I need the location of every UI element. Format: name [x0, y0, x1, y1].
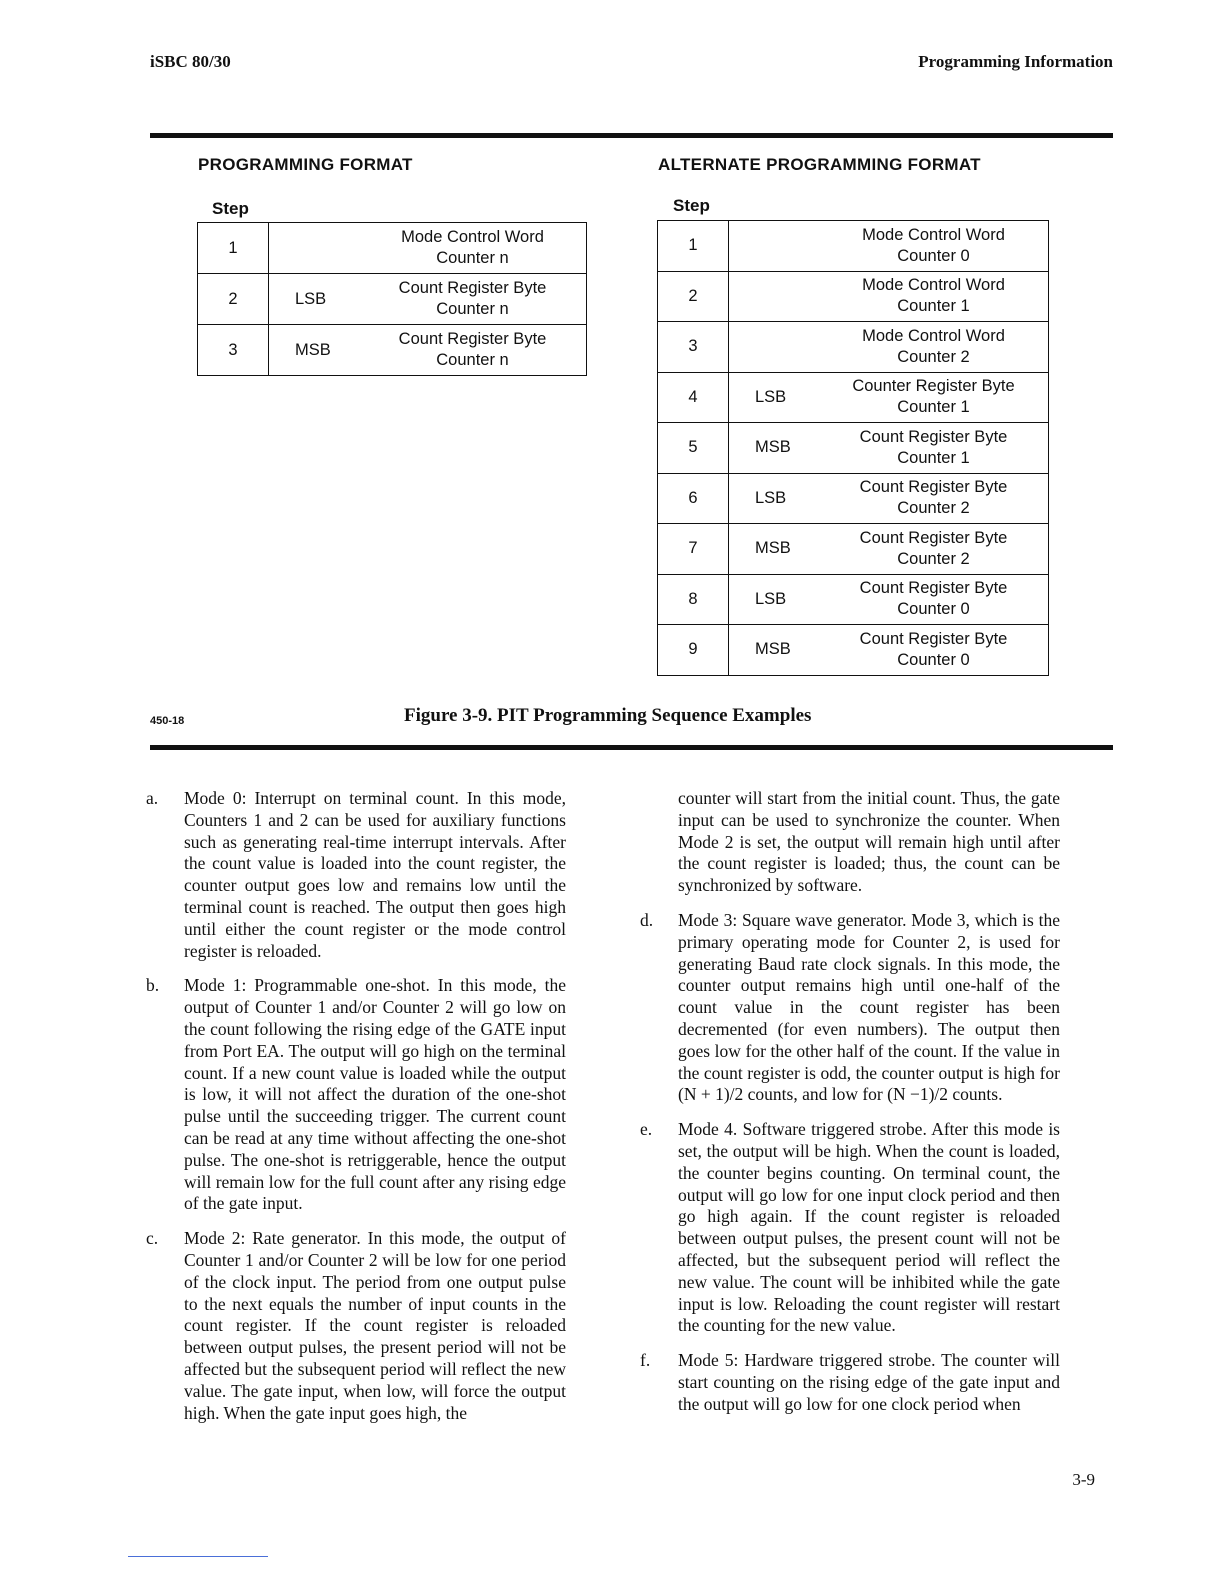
step-description	[819, 275, 1048, 317]
mode-item-c-continued: counter will start from the initial count. Thus, the gate input can be used to synchronize the counter. When Mode 2 is set, the output will remain high until after the count register is loaded; thus, the count can be synchronized by software.	[678, 788, 1060, 896]
step-number: 9	[658, 625, 729, 676]
step-number: 1	[658, 221, 729, 272]
description-line-2: Counter 0	[897, 650, 970, 669]
description-line-2: Counter 2	[897, 499, 970, 518]
item-marker: f.	[640, 1350, 651, 1371]
step-content	[729, 625, 1049, 676]
page-number: 3-9	[1072, 1470, 1095, 1489]
step-number: 4	[658, 372, 729, 423]
description-line-2: Counter n	[436, 300, 509, 318]
step-description	[819, 629, 1048, 671]
step-number: 3	[198, 325, 269, 376]
description-line-1: Count Register Byte	[859, 478, 1008, 497]
right-text-column	[640, 788, 1060, 1429]
format-row	[198, 223, 587, 274]
step-content	[729, 372, 1049, 423]
step-number: 2	[658, 271, 729, 322]
byte-label: MSB	[755, 438, 791, 457]
alternate-programming-format-heading: ALTERNATE PROGRAMMING FORMAT	[658, 155, 981, 174]
step-description	[819, 427, 1048, 469]
step-description	[819, 477, 1048, 519]
description-line-1: Mode Control Word	[862, 326, 1005, 345]
step-content	[269, 274, 587, 325]
top-rule	[150, 133, 1113, 138]
programming-format-table	[197, 222, 587, 376]
description-line-2: Counter 2	[897, 549, 970, 568]
item-text: Mode 0: Interrupt on terminal count. In this mode, Counters 1 and 2 can be used for auxiliary functions such as generating real-time interrupt intervals. After the count value is loaded into the count register, the counter output goes low and remains low until the terminal count is reached. The output then goes high until either the count register or the mode control register is reloaded.	[184, 788, 566, 961]
mode-item-f	[640, 1350, 1060, 1415]
item-text: Mode 4. Software triggered strobe. After this mode is set, the output will be high. When the count is loaded, the counter begins counting. On terminal count, the output will go low for one input clock period and then go high again. If the count register is reloaded between output pulses, the present count will not be affected, but the subsequent period will reflect the new value. The count will be inhibited while the gate input is low. Reloading the count register will restart the counting for the new value.	[678, 1119, 1060, 1336]
step-content	[269, 223, 587, 274]
mode-item-b	[146, 975, 566, 1215]
format-row	[658, 574, 1049, 625]
mode-item-a	[146, 788, 566, 962]
format-row	[658, 473, 1049, 524]
format-row	[658, 625, 1049, 676]
running-header-left: iSBC 80/30	[150, 52, 231, 71]
description-line-1: Counter Register Byte	[852, 377, 1015, 396]
figure-caption: Figure 3-9. PIT Programming Sequence Examples	[404, 705, 812, 726]
byte-label: LSB	[755, 387, 787, 406]
mode-item-d	[640, 910, 1060, 1106]
step-content	[729, 271, 1049, 322]
step-content	[269, 325, 587, 376]
step-number: 7	[658, 524, 729, 575]
item-text: Mode 5: Hardware triggered strobe. The counter will start counting on the rising edge of the gate input and the output will go low for one clock period when	[678, 1350, 1060, 1414]
mode-item-c	[146, 1228, 566, 1424]
item-marker: a.	[146, 788, 159, 808]
byte-label: LSB	[755, 589, 787, 608]
description-line-2: Counter 1	[897, 448, 970, 467]
format-row	[658, 271, 1049, 322]
description-line-2: Counter 1	[897, 297, 970, 316]
item-marker: d.	[640, 909, 654, 930]
description-line-2: Counter 2	[897, 347, 970, 366]
format-row	[198, 325, 587, 376]
step-description	[819, 578, 1048, 620]
step-content	[729, 322, 1049, 373]
step-content	[729, 423, 1049, 474]
description-line-1: Mode Control Word	[862, 276, 1005, 295]
left-text-column	[146, 788, 566, 1437]
description-line-1: Count Register Byte	[859, 629, 1008, 648]
step-content	[729, 221, 1049, 272]
programming-format-heading: PROGRAMMING FORMAT	[198, 155, 413, 174]
format-row	[658, 372, 1049, 423]
item-text: Mode 2: Rate generator. In this mode, the output of Counter 1 and/or Counter 2 will be low for one period of the clock input. The period from one output pulse to the next equals the number of input counts in the count register. If the count register is reloaded between output pulses, the present period will not be affected but the subsequent period will reflect the new value. The gate input, when low, will force the output high. When the gate input goes high, the	[184, 1228, 566, 1423]
step-description	[359, 329, 586, 371]
right-step-label: Step	[673, 196, 710, 215]
description-line-1: Count Register Byte	[859, 528, 1008, 547]
description-line-1: Count Register Byte	[398, 279, 547, 297]
format-row	[198, 274, 587, 325]
byte-label: MSB	[295, 340, 331, 359]
description-line-2: Counter 1	[897, 398, 970, 417]
step-description	[819, 225, 1048, 267]
alternate-programming-format-table	[657, 220, 1049, 676]
byte-label: LSB	[295, 289, 327, 308]
item-text: Mode 1: Programmable one-shot. In this mode, the output of Counter 1 and/or Counter 2 will go low on the count following the rising edge of the GATE input from Port EA. The output will go high on the terminal count. If a new count value is loaded while the output is low, it will not affect the duration of the one-shot pulse until the succeeding trigger. The current count can be read at any time without affecting the one-shot pulse. The one-shot is retriggerable, hence the output will remain low for the full count after any rising edge of the gate input.	[184, 975, 566, 1214]
step-content	[729, 524, 1049, 575]
format-row	[658, 221, 1049, 272]
byte-label: MSB	[755, 539, 791, 558]
left-step-label: Step	[212, 199, 249, 218]
description-line-2: Counter n	[436, 249, 509, 267]
step-number: 2	[198, 274, 269, 325]
description-line-2: Counter 0	[897, 600, 970, 619]
description-line-2: Counter n	[436, 351, 509, 369]
bottom-rule	[150, 745, 1113, 750]
format-row	[658, 322, 1049, 373]
step-number: 3	[658, 322, 729, 373]
running-header-right: Programming Information	[918, 52, 1113, 71]
description-line-1: Count Register Byte	[859, 427, 1008, 446]
item-marker: e.	[640, 1119, 653, 1140]
step-description	[359, 227, 586, 269]
step-number: 5	[658, 423, 729, 474]
description-line-1: Count Register Byte	[398, 330, 547, 348]
step-number: 8	[658, 574, 729, 625]
step-content	[729, 473, 1049, 524]
step-description	[359, 278, 586, 320]
description-line-1: Mode Control Word	[862, 225, 1005, 244]
step-content	[729, 574, 1049, 625]
item-marker: b.	[146, 975, 160, 996]
description-line-2: Counter 0	[897, 246, 970, 265]
byte-label: MSB	[755, 640, 791, 659]
step-description	[819, 376, 1048, 418]
description-line-1: Count Register Byte	[859, 579, 1008, 598]
step-description	[819, 326, 1048, 368]
step-number: 6	[658, 473, 729, 524]
byte-label: LSB	[755, 488, 787, 507]
footer-line	[128, 1556, 268, 1557]
format-row	[658, 423, 1049, 474]
item-marker: c.	[146, 1228, 159, 1249]
description-line-1: Mode Control Word	[401, 228, 544, 246]
format-row	[658, 524, 1049, 575]
step-description	[819, 528, 1048, 570]
item-text: Mode 3: Square wave generator. Mode 3, which is the primary operating mode for Counter 2, is used for generating Baud rate clock signals. In this mode, the counter output remains high until one-half of the count value in the count register has been decremented (for even numbers). The output then goes low for the other half of the count. If the value in the count register is odd, the counter output is high for (N + 1)/2 counts, and low for (N −1)/2 counts.	[678, 909, 1060, 1105]
step-number: 1	[198, 223, 269, 274]
figure-number: 450-18	[150, 715, 185, 727]
mode-item-e	[640, 1119, 1060, 1337]
